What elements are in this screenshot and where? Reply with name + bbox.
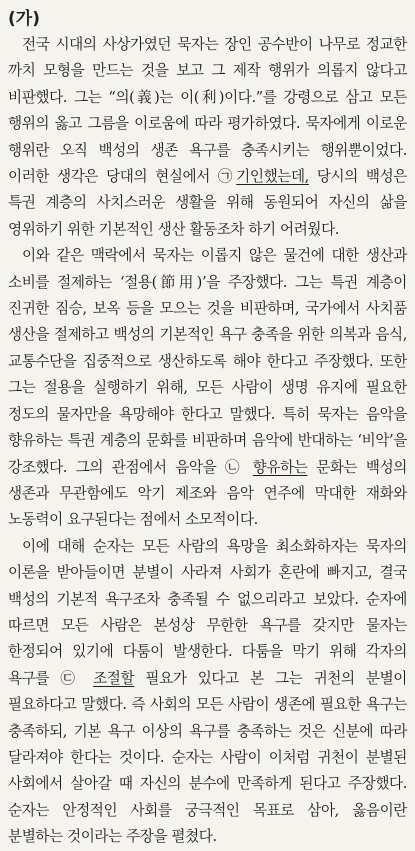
text-run: 문화는 백성의 생존과 무관함에도 악기 제조와 음악 연주에 막대한 재화와 노동력이 요구된다는 점에서 소모적이다. bbox=[8, 458, 407, 529]
section-label: (가) bbox=[8, 9, 40, 29]
text-run bbox=[82, 670, 93, 687]
passage-body bbox=[8, 32, 407, 851]
paragraph bbox=[8, 32, 407, 243]
underlined-term: 기인했는데, bbox=[236, 168, 309, 186]
paragraph bbox=[8, 534, 407, 851]
circled-marker: ㉠ bbox=[217, 168, 237, 186]
text-run bbox=[244, 459, 253, 476]
text-run: 당시의 백성은 특권 계층의 사치스러운 생활을 위해 동원되어 자신의 삶을 영위하기 위한 기본적인 생산 활동조차 하기 어려웠다. bbox=[8, 168, 407, 238]
circled-marker: ㉢ bbox=[60, 669, 82, 687]
text-run: 필요가 있다고 본 그는 귀천의 분별이 필요하다고 말했다. 즉 사회의 모든 사람이 생존에 필요한 욕구는 충족하되, 기본 욕구 이상의 욕구를 충족하는 것은 신분에 따라 달라져야 한다는 것이다. 순자는 사람이 이처럼 귀천이 분별된 사회에서 살아갈 때 자신의 분수에 만족하게 된다고 주장했다. 순자는 안정적인 사회를 궁극적인 목표로 삼아, 옳음이란 분별하는 것이라는 주장을 펼쳤다. bbox=[8, 669, 407, 846]
underlined-term: 조절할 bbox=[93, 669, 135, 687]
text-run: 이에 대해 순자는 모든 사람의 욕망을 최소화하자는 묵자의 이론을 받아들이면 분별이 사라져 사회가 혼란에 빠지고, 결국 백성의 기본적 욕구조차 충족될 수 없으리라고 보았다. 순자에 따르면 모든 사람은 본성상 무한한 욕구를 갖지만 물자는 한정되어 있기에 다툼이 발생한다. 다툼을 막기 위해 각자의 욕구를 bbox=[8, 537, 407, 687]
underlined-term: 향유하는 bbox=[252, 458, 308, 476]
paragraph bbox=[8, 243, 407, 533]
text-run: 전국 시대의 사상가였던 묵자는 장인 공수반이 나무로 정교한 까치 모형을 만드는 것을 보고 그 제작 행위가 의롭지 않다고 비판했다. 그는 “의(義)는 이(利)이다.”를 강령으로 삼고 모든 행위의 옳고 그름을 이로움에 따라 평가하였다. 묵자에게 이로운 행위란 오직 백성의 생존 욕구를 충족시키는 행위뿐이었다. 이러한 생각은 당대의 현실에서 bbox=[8, 36, 407, 186]
text-run: 이와 같은 맥락에서 묵자는 이롭지 않은 물건에 대한 생산과 소비를 절제하는 ‘절용(節用)’을 주장했다. 그는 특권 계층이 진귀한 짐승, 보옥 등을 모으는 것을 비판하며, 국가에서 사치품 생산을 절제하고 백성의 기본적인 욕구 충족을 위한 의복과 음식, 교통수단을 집중적으로 생산하도록 해야 한다고 주장했다. 또한 그는 절용을 실행하기 위해, 모든 사람이 생명 유지에 필요한 정도의 물자만을 욕망해야 한다고 말했다. 특히 묵자는 음악을 향유하는 특권 계층의 문화를 비판하며 음악에 반대하는 ‘비악’을 강조했다. 그의 관점에서 음악을 bbox=[8, 247, 407, 476]
circled-marker: ㉡ bbox=[224, 458, 244, 476]
